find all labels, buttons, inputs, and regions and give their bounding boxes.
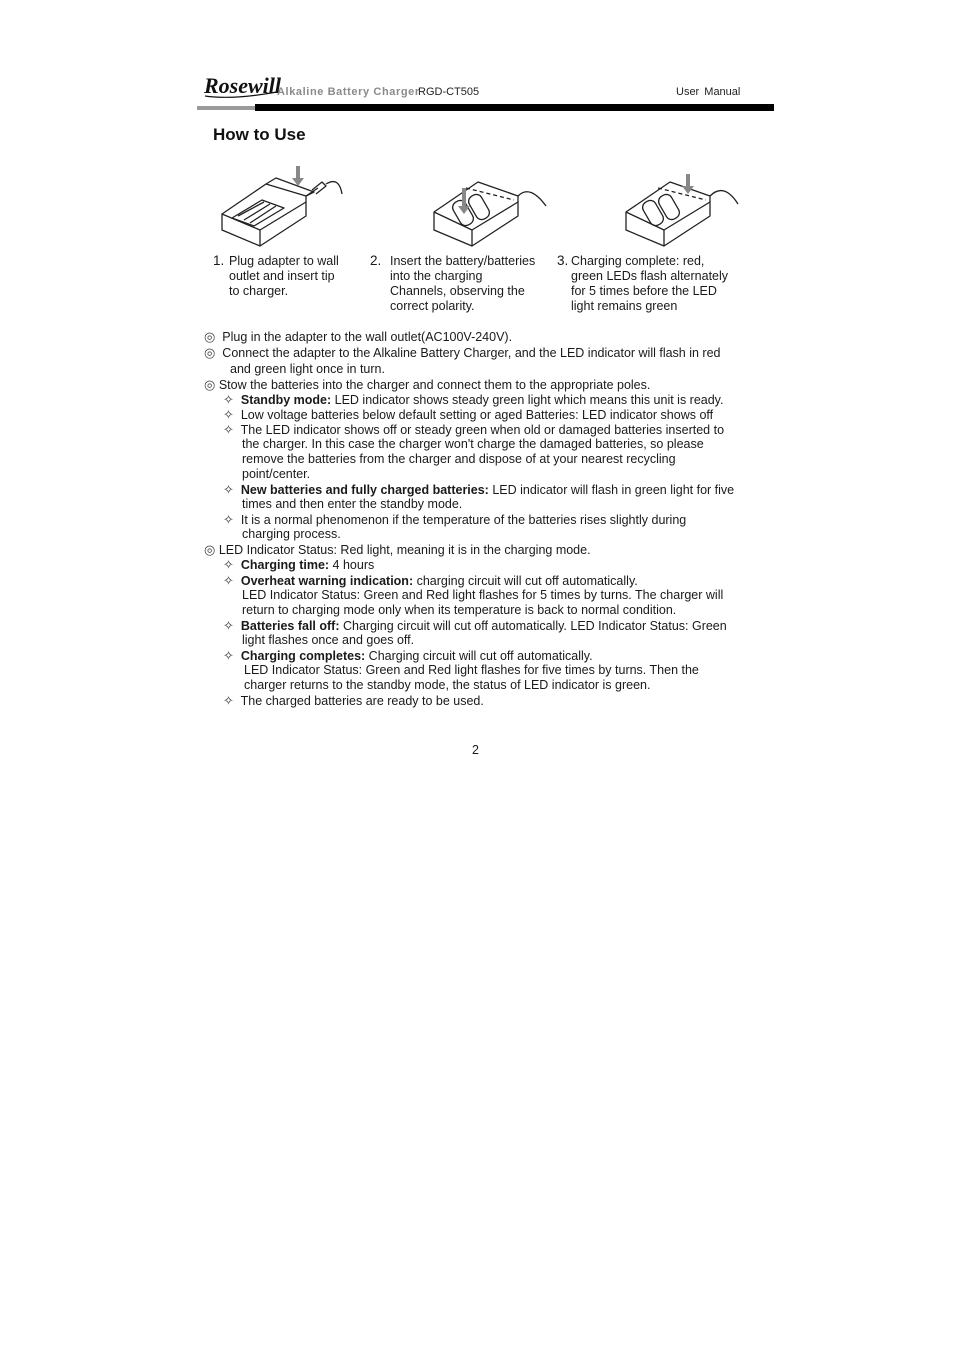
sub-damaged-batteries-line3: remove the batteries from the charger and dispose of at your nearest recycling xyxy=(242,452,676,466)
sub-charging-time: ✧ Charging time: 4 hours xyxy=(223,557,375,572)
page-number: 2 xyxy=(472,743,479,757)
charger-plug-illustration xyxy=(214,166,344,252)
sub-overheat-warning: ✧ Overheat warning indication: charging circuit will cut off automatically. xyxy=(223,573,638,588)
section-title: How to Use xyxy=(213,125,306,144)
sub-charging-completes: ✧ Charging completes: Charging circuit will cut off automatically. xyxy=(223,648,593,663)
diamond-bullet-icon: ✧ xyxy=(223,573,234,588)
sub-new-batteries: ✧ New batteries and fully charged batteries: LED indicator will flash in green light for five xyxy=(223,482,735,497)
header-rule xyxy=(255,104,774,111)
circle-bullet-icon: ◎ xyxy=(204,377,216,392)
bullet-connect: ◎ Connect the adapter to the Alkaline Battery Charger, and the LED indicator will flash in red xyxy=(204,345,721,360)
battery-insert-illustration xyxy=(426,166,556,252)
diamond-bullet-icon: ✧ xyxy=(223,512,234,527)
header-rule-gray xyxy=(197,106,257,110)
diamond-bullet-icon: ✧ xyxy=(223,557,234,572)
step-3-text: Charging complete: red, green LEDs flash alternately for 5 times before the LED light remains green xyxy=(571,254,729,313)
diamond-bullet-icon: ✧ xyxy=(223,407,234,422)
sub-low-voltage: ✧ Low voltage batteries below default setting or aged Batteries: LED indicator shows off xyxy=(223,407,714,422)
bullet-led-status: ◎ LED Indicator Status: Red light, meaning it is in the charging mode. xyxy=(204,542,591,557)
circle-bullet-icon: ◎ xyxy=(204,542,216,557)
header-model-number: RGD-CT505 xyxy=(418,86,480,98)
sub-damaged-batteries-line4: point/center. xyxy=(242,467,311,481)
header-product-name: Alkaline Battery Charger xyxy=(277,86,420,98)
sub-standby-mode: ✧ Standby mode: LED indicator shows steady green light which means this unit is ready. xyxy=(223,392,724,407)
sub-temperature-line2: charging process. xyxy=(242,527,341,541)
diamond-bullet-icon: ✧ xyxy=(223,648,234,663)
diamond-bullet-icon: ✧ xyxy=(223,482,234,497)
diamond-bullet-icon: ✧ xyxy=(223,693,234,708)
bullet-plug-in: ◎ Plug in the adapter to the wall outlet(AC100V-240V). xyxy=(204,329,513,344)
step-2-number: 2. xyxy=(370,253,382,268)
sub-damaged-batteries-line2: the charger. In this case the charger won't charge the damaged batteries, so please xyxy=(242,437,704,451)
circle-bullet-icon: ◎ xyxy=(204,345,216,360)
circle-bullet-icon: ◎ xyxy=(204,329,216,344)
step-1-text: Plug adapter to wall outlet and insert tip to charger. xyxy=(229,254,339,298)
diamond-bullet-icon: ✧ xyxy=(223,618,234,633)
sub-overheat-line2: LED Indicator Status: Green and Red light flashes for 5 times by turns. The charger will xyxy=(242,588,724,602)
rosewill-logo xyxy=(203,70,281,100)
step-1-number: 1. xyxy=(213,253,225,268)
sub-completes-line2: LED Indicator Status: Green and Red light flashes for five times by turns. Then the xyxy=(244,663,699,677)
charging-complete-illustration xyxy=(618,166,748,252)
sub-temperature: ✧ It is a normal phenomenon if the temperature of the batteries rises slightly during xyxy=(223,512,687,527)
diamond-bullet-icon: ✧ xyxy=(223,392,234,407)
bullet-stow: ◎ Stow the batteries into the charger and connect them to the appropriate poles. xyxy=(204,377,651,392)
bullet-connect-cont: and green light once in turn. xyxy=(230,362,385,376)
header-manual-label: User Manual xyxy=(676,86,741,98)
sub-new-batteries-line2: times and then enter the standby mode. xyxy=(242,497,463,511)
sub-damaged-batteries: ✧ The LED indicator shows off or steady green when old or damaged batteries inserted to xyxy=(223,422,725,437)
diamond-bullet-icon: ✧ xyxy=(223,422,234,437)
sub-overheat-line3: return to charging mode only when its temperature is back to normal condition. xyxy=(242,603,677,617)
sub-ready-to-use: ✧ The charged batteries are ready to be used. xyxy=(223,693,484,708)
sub-batteries-fall-off: ✧ Batteries fall off: Charging circuit will cut off automatically. LED Indicator Status: Green xyxy=(223,618,727,633)
sub-completes-line3: charger returns to the standby mode, the status of LED indicator is green. xyxy=(244,678,651,692)
step-3-number: 3. xyxy=(557,253,569,268)
step-2-text: Insert the battery/batteries into the charging Channels, observing the correct polarity. xyxy=(390,254,536,313)
logo-text: Rosewill xyxy=(204,73,281,98)
sub-fall-off-line2: light flashes once and goes off. xyxy=(242,633,415,647)
